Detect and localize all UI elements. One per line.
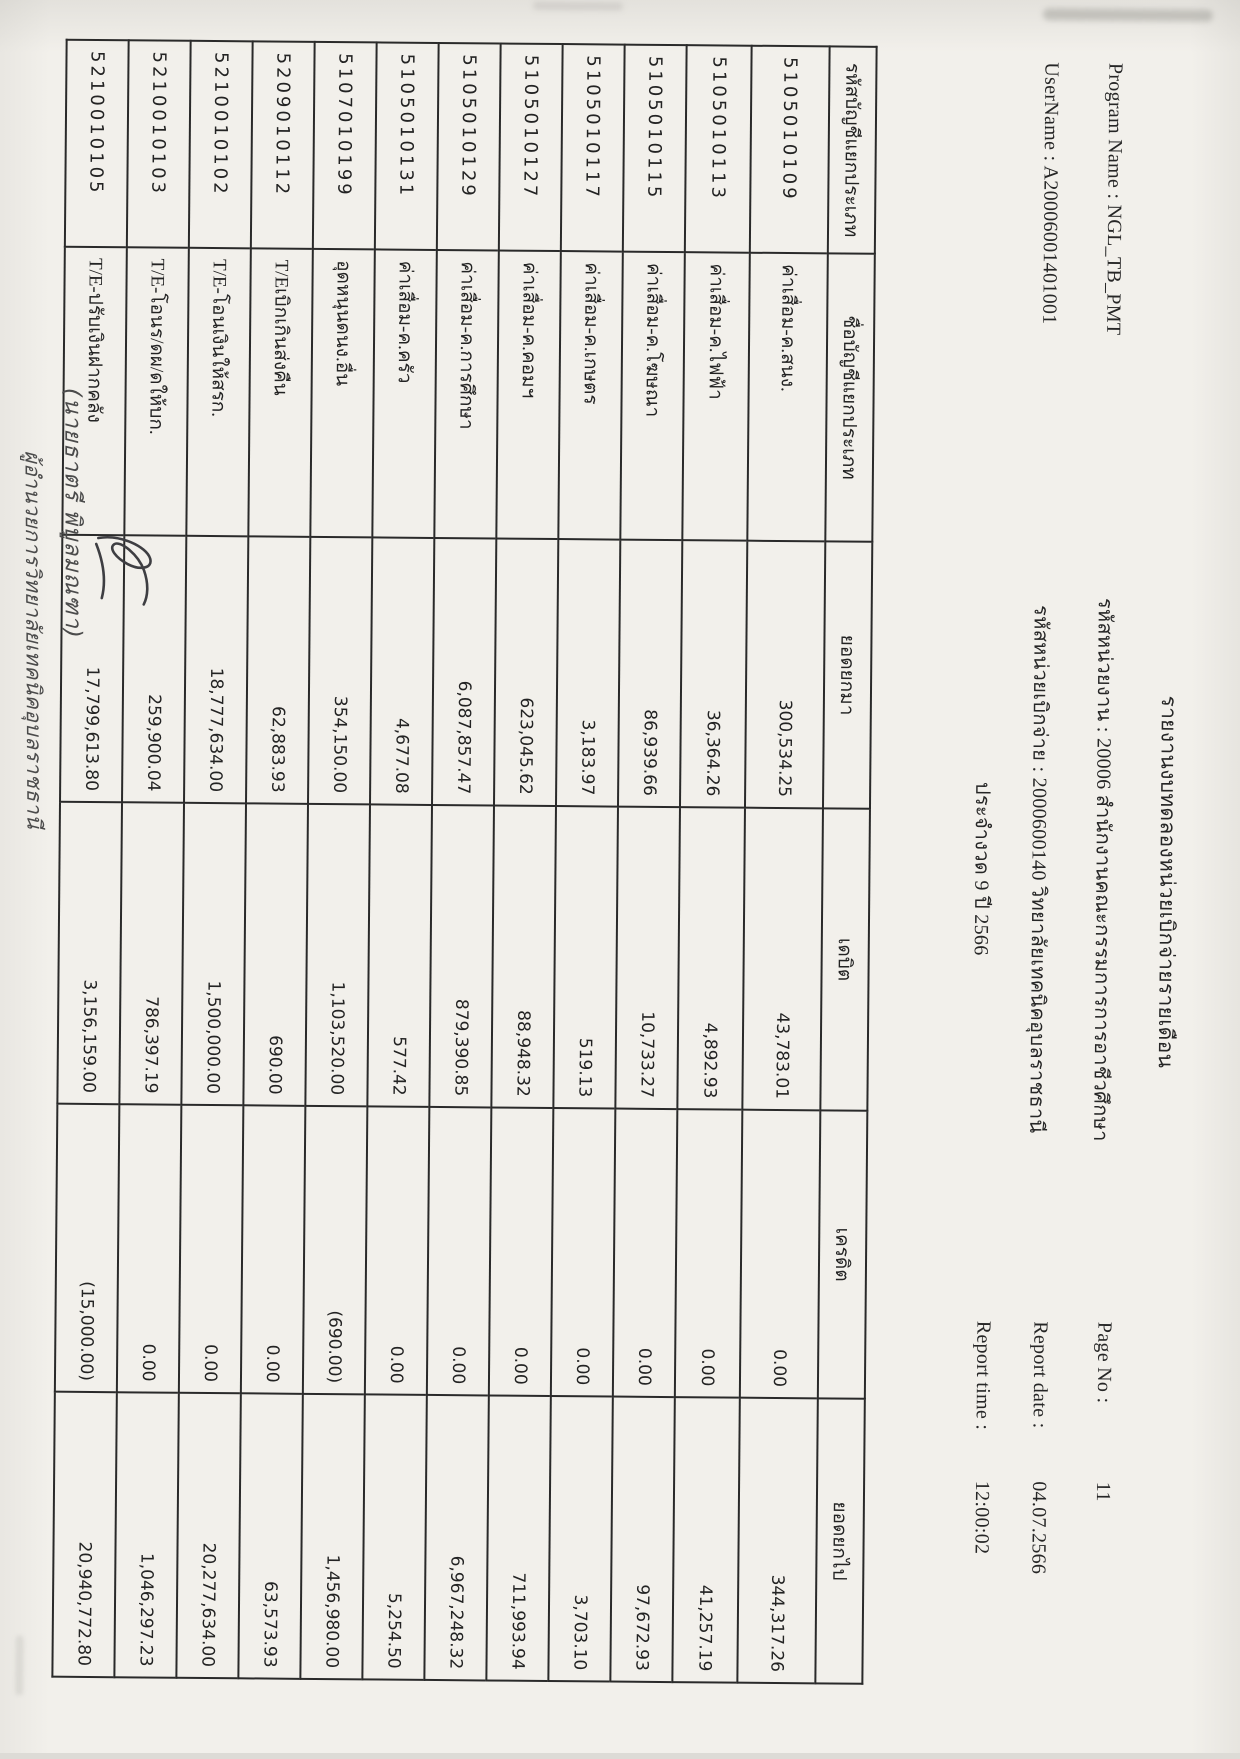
cell-account-name: ค่าเสื่อม-ค.เกษตร (558, 251, 623, 540)
cell-ending-balance: 5,254.50 (362, 1394, 426, 1680)
cell-account-code: 5210010103 (127, 40, 191, 248)
cell-credit: 0.00 (365, 1106, 430, 1395)
col-header-debit: เดบิต (820, 808, 870, 1110)
cell-credit: 0.00 (551, 1108, 616, 1397)
signer-title: ผู้อำนวยการวิทยาลัยเทคนิคอุบลราชธานี (20, 450, 47, 829)
disburse-unit-line: รหัสหน่วยเบิกจ่าย : 2000600140 วิทยาลัยเทคนิคอุบลราชธานี (1025, 605, 1052, 1134)
col-header-credit: เครดิต (818, 1110, 868, 1398)
cell-carry-forward: 623,045.62 (494, 539, 558, 807)
cell-ending-balance: 1,046,297.23 (114, 1392, 178, 1678)
cell-carry-forward: 6,087,857.47 (432, 538, 496, 806)
cell-ending-balance: 711,993.94 (486, 1395, 550, 1681)
scanner-smudge (533, 2, 623, 11)
cell-debit: 43,783.01 (742, 808, 823, 1111)
cell-debit: 10,733.27 (615, 807, 680, 1110)
cell-account-code: 5105010131 (375, 42, 439, 250)
col-header-account-code: รหัสบัญชีแยกประเภท (828, 46, 877, 253)
cell-carry-forward: 300,534.25 (745, 541, 825, 809)
cell-debit: 519.13 (553, 806, 618, 1109)
cell-ending-balance: 344,317.26 (737, 1398, 817, 1684)
cell-debit: 577.42 (367, 804, 432, 1107)
cell-ending-balance: 6,967,248.32 (424, 1395, 488, 1681)
cell-carry-forward: 4,677.08 (370, 537, 434, 805)
cell-ending-balance: 97,672.93 (610, 1397, 674, 1683)
cell-credit: (690.00) (303, 1106, 368, 1395)
cell-account-code: 5209010112 (251, 41, 315, 249)
table-body (52, 40, 829, 1684)
username: UserName : A20006001401001 (1038, 62, 1063, 325)
cell-account-name: ค่าเสื่อม-ค.ครัว (372, 249, 437, 538)
cell-debit: 1,103,520.00 (305, 804, 370, 1107)
cell-carry-forward: 36,364.26 (680, 540, 747, 808)
page-no-label: Page No : (1092, 1321, 1116, 1404)
cell-debit: 3,156,159.00 (57, 802, 122, 1105)
cell-credit: 0.00 (489, 1107, 554, 1396)
cell-carry-forward: 18,777,634.00 (184, 536, 248, 804)
col-header-account-name: ชื่อบัญชีแยกประเภท (825, 253, 875, 541)
cell-account-code: 5210010105 (65, 40, 129, 248)
cell-account-code: 5105010113 (685, 45, 752, 253)
agency-line: รหัสหน่วยงาน : 20006 สำนักงานคณะกรรมการการอาชีวศึกษา (1089, 597, 1116, 1142)
cell-ending-balance: 63,573.93 (238, 1393, 302, 1679)
cell-credit: 0.00 (241, 1105, 306, 1394)
report-time-value: 12:00:02 (970, 1480, 994, 1555)
cell-account-name: T/E-โอนเงินให้สรก. (186, 248, 251, 537)
cell-carry-forward: 86,939.66 (618, 540, 682, 808)
table-row (737, 46, 829, 1684)
col-header-carry-forward: ยอดยกมา (823, 541, 872, 808)
cell-debit: 690.00 (243, 803, 308, 1106)
report-title: รายงานงบทดลองหน่วยเบิกจ่ายรายเดือน (1153, 695, 1181, 1069)
cell-carry-forward: 259,900.04 (122, 535, 186, 803)
cell-account-code: 5105010115 (623, 45, 687, 253)
report-date-value: 04.07.2566 (1027, 1481, 1051, 1575)
cell-ending-balance: 3,703.10 (548, 1396, 612, 1682)
trial-balance-table (51, 39, 877, 1685)
cell-account-name: ค่าเสื่อม-ค.โฆษณา (620, 252, 685, 541)
report-time-label: Report time : (971, 1320, 995, 1431)
cell-ending-balance: 20,940,772.80 (52, 1392, 116, 1678)
cell-account-code: 5105010127 (499, 44, 563, 252)
cell-account-code: 5210010102 (189, 41, 253, 249)
cell-credit: (15,000.00) (55, 1104, 120, 1393)
cell-ending-balance: 1,456,980.00 (300, 1394, 364, 1680)
cell-credit: 0.00 (117, 1104, 182, 1393)
cell-credit: 0.00 (613, 1109, 678, 1398)
cell-ending-balance: 41,257.19 (672, 1397, 739, 1683)
cell-credit: 0.00 (675, 1109, 743, 1398)
cell-account-name: T/E-ปรับเงินฝากคลัง (62, 247, 127, 536)
report-date-label: Report date : (1028, 1321, 1052, 1429)
col-header-ending-balance: ยอดยกไป (815, 1398, 864, 1683)
cell-account-name: ค่าเสื่อม-ค.สนง. (747, 253, 828, 542)
cell-debit: 88,948.32 (491, 805, 556, 1108)
scanner-smudge (15, 1635, 24, 1695)
cell-account-name: ค่าเสื่อม-ค.คอมฯ (496, 251, 561, 540)
cell-account-code: 5107010199 (313, 42, 377, 250)
cell-carry-forward: 62,883.93 (246, 536, 310, 804)
cell-debit: 786,397.19 (119, 802, 184, 1105)
cell-debit: 1,500,000.00 (181, 803, 246, 1106)
cell-credit: 0.00 (427, 1107, 492, 1396)
cell-debit: 4,892.93 (677, 807, 745, 1110)
cell-carry-forward: 354,150.00 (308, 537, 372, 805)
cell-credit: 0.00 (740, 1110, 821, 1399)
period-line: ประจำงวด 9 ปี 2566 (969, 781, 994, 956)
cell-account-code: 5105010129 (437, 43, 501, 251)
page-no-value: 11 (1091, 1481, 1115, 1502)
cell-account-name: อุดหนุนดนง.อื่น (310, 249, 375, 538)
cell-account-name: ค่าเสื่อม-ค.ไฟฟ้า (682, 252, 750, 541)
cell-carry-forward: 17,799,613.80 (60, 535, 124, 803)
cell-carry-forward: 3,183.97 (556, 539, 620, 807)
cell-account-code: 5105010109 (750, 46, 830, 254)
handwritten-signature (79, 524, 160, 635)
program-name: Program Name : NGL_TB_PMT (1102, 62, 1127, 336)
signer-name: (นายธาตรี พิบูลมณฑา) (59, 387, 86, 639)
cell-ending-balance: 20,277,634.00 (176, 1393, 240, 1679)
cell-account-name: ค่าเสื่อม-ค.การศึกษา (434, 250, 499, 539)
cell-account-name: T/Eเบิกเกินส่งคืน (248, 248, 313, 537)
cell-credit: 0.00 (179, 1105, 244, 1394)
cell-account-code: 5105010117 (561, 44, 625, 252)
cell-debit: 879,390.85 (429, 805, 494, 1108)
cell-account-name: T/E-โอนร/ดผ/ดให้บก. (124, 247, 189, 536)
